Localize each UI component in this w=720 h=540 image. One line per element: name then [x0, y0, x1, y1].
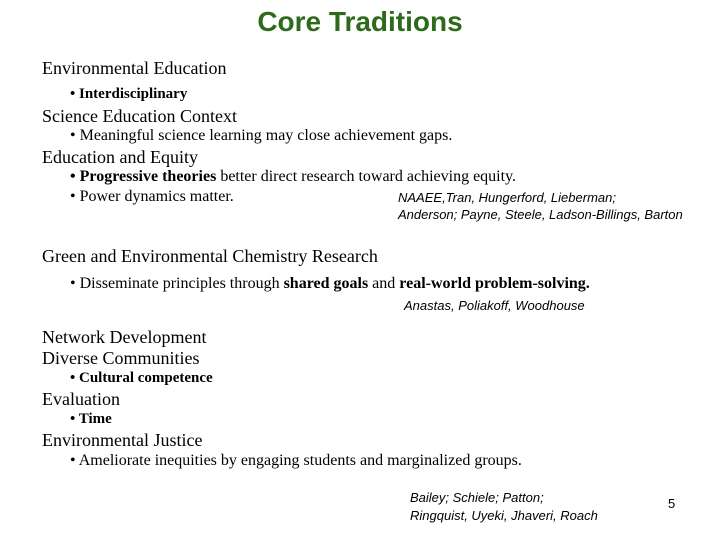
heading-science-education-context: Science Education Context [42, 106, 237, 126]
heading-green-chemistry: Green and Environmental Chemistry Research [42, 246, 378, 266]
heading-diverse-communities: Diverse Communities [42, 348, 200, 368]
bullet-progressive-theories-rest: better direct research toward achieving equity. [216, 168, 517, 185]
heading-environmental-justice: Environmental Justice [42, 430, 203, 450]
bullet-shared-goals: shared goals [283, 275, 369, 292]
bullet-power-dynamics: • Power dynamics matter. [70, 188, 234, 205]
bullet-disseminate-principles [70, 275, 590, 293]
bullet-cultural-competence: • Cultural competence [70, 370, 213, 386]
citation-justice-line2: Ringquist, Uyeki, Jhaveri, Roach [410, 508, 598, 523]
bullet-interdisciplinary: • Interdisciplinary [70, 86, 188, 102]
bullet-meaningful-science: • Meaningful science learning may close achievement gaps. [70, 127, 453, 144]
bullet-disseminate-part1: • Disseminate principles through [70, 275, 284, 292]
citation-equity-line2: Anderson; Payne, Steele, Ladson-Billings, Barton [398, 207, 683, 222]
heading-environmental-education: Environmental Education [42, 58, 227, 78]
citation-equity-line1: NAAEE,Tran, Hungerford, Lieberman; [398, 190, 616, 205]
bullet-progressive-theories [70, 168, 516, 186]
bullet-ameliorate-inequities: • Ameliorate inequities by engaging students and marginalized groups. [70, 452, 522, 469]
citation-justice-line1: Bailey; Schiele; Patton; [410, 490, 544, 505]
citation-green-chemistry: Anastas, Poliakoff, Woodhouse [404, 298, 585, 313]
bullet-progressive-theories-bold: • Progressive theories [70, 168, 217, 185]
page-number: 5 [668, 496, 676, 511]
heading-education-and-equity: Education and Equity [42, 147, 198, 167]
bullet-time: • Time [70, 411, 112, 427]
heading-network-development: Network Development [42, 327, 207, 347]
heading-evaluation: Evaluation [42, 389, 120, 409]
bullet-disseminate-part2: and [368, 275, 400, 292]
slide-title: Core Traditions [257, 6, 463, 37]
bullet-real-world: real-world problem-solving. [399, 275, 590, 292]
